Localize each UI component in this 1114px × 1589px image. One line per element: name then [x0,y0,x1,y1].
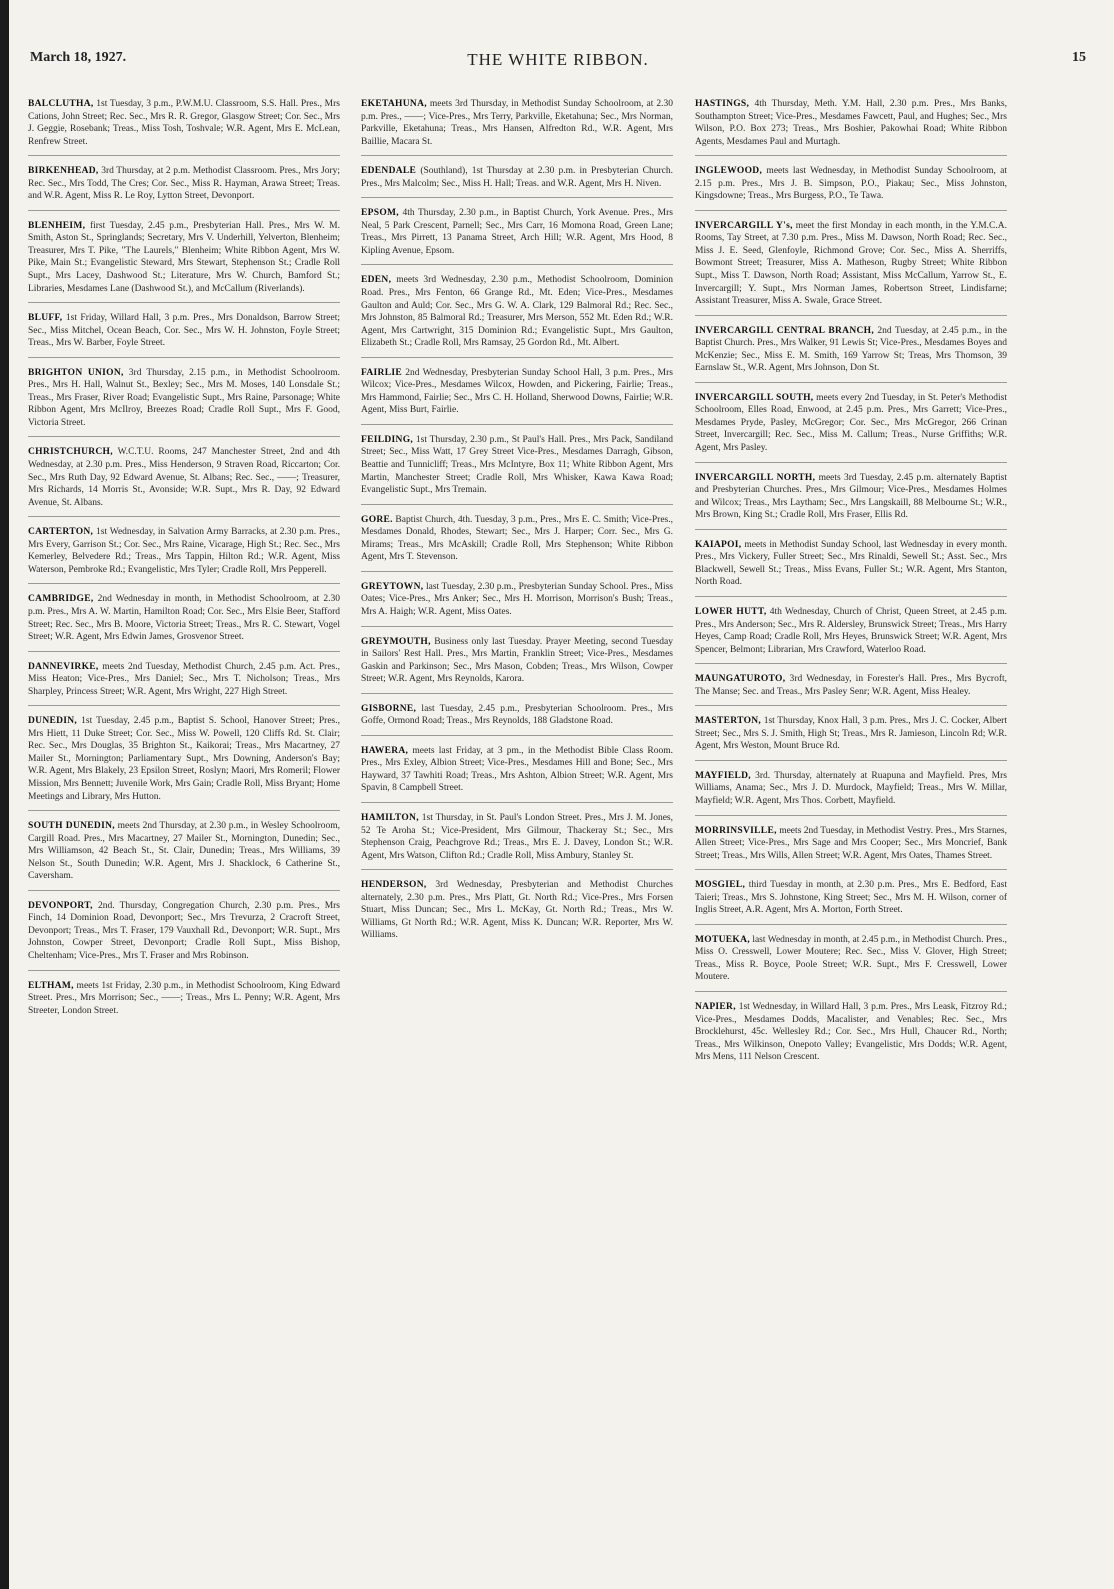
union-name: HASTINGS, [695,99,750,109]
union-details: 2nd Wednesday, Presbyterian Sunday School Hall, 3 p.m. Pres., Mrs Wilcox; Vice-Pres., Mesdames Wilcox, Howden, and Pickering, Fairlie; Treas., Mrs Hammond, Fairlie; Sec., Mrs C. H. Holland, Sherwood Downs, Fairlie; W.R. Agent, Miss Burt, Fairlie. [361,367,673,416]
union-entry [28,367,340,438]
union-details: meets 3rd Wednesday, 2.30 p.m., Methodist Schoolroom, Dominion Road. Pres., Mrs Fenton, 66 Grange Rd., Mt. Eden; Vice-Pres., Mesdames Gaulton and Auld; Cor. Sec., Mrs G. W. A. Clark, 129 Balmoral Rd.; Rec. Sec., Mrs Johnston, 85 Balmoral Rd.; Treasurer, Mrs Merson, 552 Mt. Eden Rd.; W.R. Agent, Mrs Cartwright, 315 Dominion Rd.; Evangelistic Supt., Mrs Gaulton, Elizabeth St.; Cradle Roll, Mrs Ramsay, 25 Gordon Rd., Mt. Albert. [361,275,673,349]
union-name: GISBORNE, [361,703,417,714]
union-entry [28,715,340,811]
union-name: CAMBRIDGE, [28,594,94,605]
union-name: KAIAPOI, [695,539,742,550]
union-name: MAYFIELD, [695,770,751,781]
union-details: meets 2nd Tuesday, in Methodist Vestry. Pres., Mrs Starnes, Allen Street; Vice-Pres., Mrs Sage and Mrs Cooper; Sec., Mrs Moncrief, Bank Street; Treas., Mrs Wills, Allen Street; W.R. Agent, Mrs Oates, Thames Street. [695,825,1007,861]
issue-date: March 18, 1927. [30,50,127,65]
union-name: HAMILTON, [361,812,419,823]
union-entry [361,514,673,572]
union-entry [695,98,1007,156]
union-details: third Tuesday in month, at 2.30 p.m. Pres., Mrs E. Bedford, East Taieri; Treas., Mrs S. Johnstone, King Street; Sec., Mrs M. H. Wilson, corner of Inglis Street, A.R. Agent, Mrs A. Morton, Forth Street. [695,880,1007,916]
page-binding-edge [0,0,9,1589]
page-header [30,50,1086,76]
union-entry [28,900,340,971]
union-entry [695,770,1007,816]
union-name: BRIGHTON UNION, [28,367,124,378]
union-entry [695,715,1007,761]
union-entry [361,98,673,156]
union-details: Baptist Church, 4th. Tuesday, 3 p.m., Pres., Mrs E. C. Smith; Vice-Pres., Mesdames Donald, Rhodes, Stewart; Sec., Mrs J. Harper; Corr. Sec., Mrs G. Mirams; Treas., Mrs McAskill; Cradle Roll, Mrs Stephenson; White Ribbon Agent, Mrs T. Stevenson. [361,514,673,563]
union-entry [28,446,340,517]
union-entry [695,325,1007,383]
union-details: 1st Thursday, in St. Paul's London Street. Pres., Mrs J. M. Jones, 52 Te Aroha St.; Vice-President, Mrs Gilmour, Thackeray St.; Sec., Mrs Stephenson Craig, Peachgrove Rd.; Treas., Mrs E. J. Davey, London St.; W.R. Agent, Mrs Watson, Clifton Rd.; Cradle Roll, Miss Ambury, Stanley St. [361,812,673,861]
union-entry [361,367,673,425]
union-details: 1st Wednesday, in Salvation Army Barracks, at 2.30 p.m. Pres., Mrs Every, Garrison St.; Cor. Sec., Mrs Raine, Vicarage, High St.; Rec. Sec., Mrs Kemerley, Belvedere Rd.; Treas., Mrs Tappin, Hilton Rd.; W.R. Agent, Miss Waterson, Pembroke Rd.; Evangelistic, Mrs Tyler; Cradle Roll, Mrs Pepperell. [28,527,340,575]
union-entry [28,312,340,358]
union-name: INVERCARGILL NORTH, [695,472,816,483]
union-entry [28,526,340,584]
union-details: 4th Thursday, 2.30 p.m., in Baptist Church, York Avenue. Pres., Mrs Neal, 5 Park Crescent, Parnell; Sec., Mrs Carr, 16 Momona Road, Green Lane; Treas., Mrs Pirrett, 13 Panama Street, Arch Hill; W.R. Agent, Mrs Hood, 8 Kipling Avenue, Epsom. [361,208,673,256]
union-details: meets last Friday, at 3 pm., in the Methodist Bible Class Room. Pres., Mrs Exley, Albion Street; Vice-Pres., Mesdames Hill and Bone; Sec., Mrs Hayward, 37 Tawhiti Road; Treas., Mrs Ashton, Albion Street; W.R. Agent, Mrs Spavin, 8 Campbell Street. [361,745,673,794]
union-details: meets 3rd Thursday, in Methodist Sunday Schoolroom, at 2.30 p.m. Pres., ——; Vice-Pres., Mrs Terry, Parkville, Eketahuna; Sec., Mrs Norman, Parkville, Eketahuna; Treas., Mrs Hansen, Alfredton Rd., W.R. Agent, Mrs Baillie, Macara St. [361,99,673,147]
union-name: SOUTH DUNEDIN, [28,821,115,832]
union-name: HENDERSON, [361,880,427,891]
union-entry [28,98,340,156]
union-name: DEVONPORT, [28,900,93,911]
union-name: DANNEVIRKE, [28,661,99,672]
union-details: meets 3rd Tuesday, 2.45 p.m. alternately Baptist and Presbyterian Churches. Pres., Mrs Gilmour; Vice-Pres., Mesdames Holmes and Wilcox; Treas., Mrs Laytham; Sec., Mrs Langskaill, 88 Melbourne St.; W.R., Mrs Brown, King St.; Cradle Roll, Mrs Fraser, Ellis Rd. [695,472,1008,521]
union-details: meet the first Monday in each month, in the Y.M.C.A. Rooms, Tay Street, at 7.30 p.m. Pres., Miss M. Dawson, North Road; Rec. Sec., Miss J. E. Seed, Glenfoyle, Richmond Grove; Cor. Sec., Miss A. Sherriffs, Bowmont Street; Treasurer, Miss A. Matheson, Rugby Street; White Ribbon Supt., Miss T. Dawson, North Road; Assistant, Miss McCallum, Yarrow St., E. Invercargill; Y. Supt., Mrs Norman James, Robertson Street, Lindisfarne; Assistant Treasurer, Miss A. Swale, Grace Street. [695,220,1007,307]
union-details: meets 2nd Thursday, at 2.30 p.m., in Wesley Schoolroom, Cargill Road. Pres., Mrs Macartney, 27 Mailer St., Mornington, Dunedin; Sec., Mrs Williamson, 42 Beach St., St. Clair, Dunedin; Treas., Mrs Williams, 39 Nelson St., South Dunedin; W.R. Agent, Mrs J. Shacklock, 6 Catherine St., Caversham. [28,821,340,882]
union-entry [28,593,340,651]
union-entry [361,703,673,736]
union-name: EDEN, [361,275,392,286]
union-entry [695,220,1007,316]
union-entry [695,472,1007,530]
union-details: 1st Tuesday, 3 p.m., P.W.M.U. Classroom, S.S. Hall. Pres., Mrs Cations, John Street; Rec. Sec., Mrs R. R. Gregor, Glasgow Street; Cor. Sec., Mrs J. Geggie, Rosebank; Treas., Miss Tosh, Toshvale; W.R. Agent, Mrs E. McLean, Renfrew Street. [28,99,340,147]
union-details: last Tuesday, 2.30 p.m., Presbyterian Sunday School. Pres., Miss Oates; Vice-Pres., Mrs Anker; Sec., Mrs H. Morrison, Morrison's Bush; Treas., Mrs A. Haigh; W.R. Agent, Miss Oates. [361,581,673,617]
union-details: 1st Friday, Willard Hall, 3 p.m. Pres., Mrs Donaldson, Barrow Street; Sec., Miss Mitchel, Ocean Beach, Cor. Sec., Mrs W. H. Johnston, Foyle Street; Treas., Mrs W. Barber, Foyle Street. [28,313,340,349]
union-details: meets 2nd Tuesday, Methodist Church, 2.45 p.m. Act. Pres., Miss Heaton; Vice-Pres., Mrs Daniel; Sec., Mrs T. Nicholson; Treas., Mrs Sharpley, Princess Street; W.R. Agent, Mrs Wright, 227 High Street. [28,661,340,697]
union-entry [695,934,1007,992]
union-details: meets every 2nd Tuesday, in St. Peter's Methodist Schoolroom, Elles Road, Enwood, at 2.45 p.m. Pres., Mrs Garrett; Vice-Pres., Mesdames Pryde, Pasley, McGregor; Cor. Sec., Mrs McGregor, 266 Crinan Street, Invercargill; Rec. Sec., Miss M. Callum; Treas., Nurse Griffiths; W.R. Agent, Mrs Pasley. [695,392,1007,454]
union-entry [695,825,1007,871]
union-name: INVERCARGILL CENTRAL BRANCH, [695,325,875,336]
union-name: INVERCARGILL SOUTH, [695,392,814,403]
union-entry [28,165,340,211]
union-name: EPSOM, [361,208,399,219]
union-details: meets in Methodist Sunday School, last Wednesday in every month. Pres., Mrs Vickery, Fuller Street; Sec., Mrs Rinaldi, Sewell St.; Asst. Sec., Mrs Blackwell, Sewell St.; Treas., Miss Evans, Fuller St.; W.R. Agent, Mrs Stanton, North Road. [695,539,1007,588]
union-name: INGLEWOOD, [695,166,763,177]
union-name: MASTERTON, [695,716,762,727]
union-details: 3rd. Thursday, alternately at Ruapuna and Mayfield. Pres, Mrs Williams, Anama; Sec., Mrs J. D. Murdock, Mayfield; Treas., Mrs W. Millar, Mayfield; W.R. Agent, Mrs Thos. Corbett, Mayfield. [695,770,1007,806]
union-name: BIRKENHEAD, [28,166,99,177]
union-entry [28,661,340,707]
union-entry [361,274,673,357]
union-details: 1st Thursday, 2.30 p.m., St Paul's Hall. Pres., Mrs Pack, Sandiland Street; Sec., Miss Watt, 17 Grey Street Vice-Pres., Mesdames Darragh, Gibson, Beattie and Tunnicliff; Treas., Mrs McIntyre, Box 11; White Ribbon Agent, Mrs Martin, Manchester Street; Cradle Roll, Mrs Whisker, Kawa Kawa Road; Evangelistic Supt., Mrs Tremain. [361,434,673,496]
directory-column-2 [361,98,673,958]
directory-column-3 [695,98,1007,1080]
union-details: Business only last Tuesday. Prayer Meeting, second Tuesday in Sailors' Rest Hall. Pres., Mrs Martin, Franklin Street; Vice-Pres., Mesdames Gaskin and Parkinson; Sec., Mrs Mason, Cobden; Treas., Mrs Wilson, Cowper Street; W.R. Agent, Mrs Reynolds, Karora. [361,636,673,685]
union-details: meets last Wednesday, in Methodist Sunday Schoolroom, at 2.15 p.m. Pres., Mrs J. B. Simpson, P.O., Piakau; Sec., Miss Johnston, Kingsdowne; Treas., Mrs Burgess, P.O., Te Tawa. [695,166,1007,202]
union-name: MOSGIEL, [695,880,746,891]
union-entry [361,434,673,505]
union-entry [361,879,673,949]
union-details: first Tuesday, 2.45 p.m., Presbyterian Hall. Pres., Mrs W. M. Smith, Aston St., Springlands; Secretary, Mrs V. Underhill, Yelverton, Blenheim; Treasurer, Mrs T. Pike, "The Laurels," Blenheim; White Ribbon Agent, Mrs W. Pike, Main St.; Evangelistic Steward, Mrs Stewart, Stephenson St.; Cradle Roll Supt., Mrs Lacey, Dashwood St.; Literature, Mrs W. Church, Bamford St.; Libraries, Mesdames Lane (Dashwood St.), and McCallum (Riverlands). [28,220,340,294]
union-name: GREYMOUTH, [361,636,431,647]
union-details: W.C.T.U. Rooms, 247 Manchester Street, 2nd and 4th Wednesday, at 2.30 p.m. Pres., Miss Henderson, 9 Straven Road, Riccarton; Cor. Sec., Mrs Ruth Day, 92 Edward Avenue, St. Albans; Rec. Sec., ——; Treasurer, Mrs Richards, 14 Morris St., Avonside; W.R. Supt., Mrs R. Day, 92 Edward Avenue, St. Albans. [28,447,340,508]
union-name: INVERCARGILL Y's, [695,220,793,231]
union-details: 1st Thursday, Knox Hall, 3 p.m. Pres., Mrs J. C. Cocker, Albert Street; Sec., Mrs S. J. Smith, High St; Treas., Mrs R. Jamieson, Lincoln Rd; W.R. Agent, Mrs Weston, Mount Bruce Rd. [695,716,1007,752]
union-details: 1st Tuesday, 2.45 p.m., Baptist S. School, Hanover Street; Pres., Mrs Hiett, 11 Duke Street; Cor. Sec., Miss W. Powell, 120 Cliffs Rd. St. Clair; Rec. Sec., Mrs Douglas, 35 Brighton St., Kaikorai; Treas., Mrs Macartney, 27 Mailer St., Mornington; Parliamentary Supt., Mrs Downing, Anderson's Bay; W.R. Agent, Mrs Blakely, 23 Epsilon Street, Roslyn; Maori, Mrs Romeril; Flower Mission, Mrs Bennett; Juvenile Work, Mrs Gain; Cradle Roll, Miss Bryant; Home Meetings and Library, Mrs Hutton. [28,716,341,802]
union-name: LOWER HUTT, [695,606,767,617]
union-name: NAPIER, [695,1001,736,1012]
union-name: BALCLUTHA, [28,99,94,109]
union-details: 3rd Wednesday, in Forester's Hall. Pres., Mrs Bycroft, The Manse; Sec. and Treas., Mrs Pasley Senr; W.R. Agent, Miss Healey. [695,674,1007,697]
union-details: 3rd Thursday, at 2 p.m. Methodist Classroom. Pres., Mrs Jory; Rec. Sec., Mrs Todd, The Cres; Cor. Sec., Miss R. Hayman, Arawa Street; Treas. and W.R. Agent, Miss R. Le Roy, Lytton Street, Devonport. [28,166,340,202]
union-name: MOTUEKA, [695,934,750,945]
union-name: FAIRLIE [361,367,402,378]
union-details: meets 1st Friday, 2.30 p.m., in Methodist Schoolroom, King Edward Street. Pres., Mrs Morrison; Sec., ——; Treas., Mrs L. Penny; W.R. Agent, Mrs Streeter, London Street. [28,980,340,1016]
union-details: 4th Wednesday, Church of Christ, Queen Street, at 2.45 p.m. Pres., Mrs Anderson; Sec., Mrs R. Aldersley, Brunswick Street; Treas., Mrs Harry Heyes, Camp Road; Cradle Roll, Mrs Heyes, Brunswick Street; W.R. Agent, Mrs Spencer, Belmont; Librarian, Mrs Crawford, Waterloo Road. [695,606,1007,655]
union-entry [361,745,673,803]
union-entry [695,392,1007,463]
union-name: BLUFF, [28,313,63,324]
union-entry [695,539,1007,597]
union-details: 2nd. Thursday, Congregation Church, 2.30 p.m. Pres., Mrs Finch, 14 Dominion Road, Devonport; Sec., Mrs Trevurza, 2 Cracroft Street, Devonport; Treas., Mrs T. Fraser, 179 Vauxhall Rd., Devonport; W.R. Supt., Mrs Johnston, Cowper Street, Devonport; Cradle Roll Supt., Miss Bishop, Cheltenham; Vice-Pres., Mrs T. Fraser and Mrs Robinson. [28,900,340,961]
union-entry [361,812,673,870]
union-name: GREYTOWN, [361,581,424,592]
union-details: 1st Wednesday, in Willard Hall, 3 p.m. Pres., Mrs Leask, Fitzroy Rd.; Vice-Pres., Mesdames Dodds, Macalister, and Venables; Rec. Sec., Mrs Brocklehurst, 45c. Wellesley Rd.; Cor. Sec., Mrs Hull, Chaucer Rd., North; Treas., Mrs Wilkinson, Onepoto Valley; Evangelistic, Mrs Dodds; W.R. Agent, Mrs Mens, 111 Nelson Crescent. [695,1001,1007,1063]
union-name: CARTERTON, [28,527,94,538]
union-name: HAWERA, [361,745,409,756]
union-details: last Wednesday in month, at 2.45 p.m., in Methodist Church. Pres., Miss O. Cresswell, Lower Moutere; Rec. Sec., Miss V. Glover, High Street; Treas., Miss R. Boyce, Poole Street; W.R. Supt., Mrs F. Cresswell, Lower Moutere. [695,934,1007,983]
union-entry [695,1001,1007,1071]
union-name: MORRINSVILLE, [695,825,777,836]
union-details: 3rd Wednesday, Presbyterian and Methodist Churches alternately, 2.30 p.m. Pres., Mrs Platt, Gt. North Rd.; Vice-Pres., Mrs Forsen Stuart, Miss Duncan; Sec., Mrs L. McKay, Gt. North Rd.; Treas., Mrs W. Williams, Gt North Rd.; W.R. Agent, Miss K. Duncan; W.R. Reporter, Mrs W. Williams. [361,880,673,941]
union-details: 3rd Thursday, 2.15 p.m., in Methodist Schoolroom. Pres., Mrs H. Hall, Walnut St., Bexley; Sec., Mrs M. Moses, 140 Lonsdale St.; Treas., Mrs Fraser, River Road; Evangelistic Supt., Mrs Raine, Parsonage; White Ribbon Agent, Mrs McIlroy, Breezes Road; Cradle Roll Supt., Mrs F. Good, Victoria Street. [28,367,340,428]
union-name: FEILDING, [361,434,414,445]
union-name: GORE. [361,514,393,525]
union-entry [28,220,340,303]
union-name: ELTHAM, [28,980,74,991]
union-name: MAUNGATUROTO, [695,674,786,685]
page-number: 15 [1072,50,1086,65]
union-name: CHRISTCHURCH, [28,447,113,458]
union-name: EDENDALE [361,166,417,177]
union-entry [28,980,340,1025]
union-details: 4th Thursday, Meth. Y.M. Hall, 2.30 p.m. Pres., Mrs Banks, Southampton Street; Vice-Pres., Mesdames Fawcett, Paul, and Hughes; Sec., Mrs Wilson, P.O. Box 273; Treas., Mrs Boshier, Pakowhai Road; White Ribbon Agents, Mesdames Paul and Murtagh. [695,99,1007,147]
union-entry [695,606,1007,664]
union-details: last Tuesday, 2.45 p.m., Presbyterian Schoolroom. Pres., Mrs Goffe, Ormond Road; Treas., Mrs Reynolds, 188 Gladstone Road. [361,703,673,727]
union-entry [28,820,340,891]
union-name: DUNEDIN, [28,716,78,727]
union-entry [695,879,1007,925]
union-entry [695,673,1007,706]
union-entry [361,636,673,694]
publication-title: THE WHITE RIBBON. [467,50,649,69]
union-details: (Southland), 1st Thursday at 2.30 p.m. in Presbyterian Church. Pres., Mrs Malcolm; Sec., Miss H. Hall; Treas. and W.R. Agent, Mrs H. Niven. [361,166,673,189]
union-name: BLENHEIM, [28,220,86,231]
union-entry [695,165,1007,211]
union-entry [361,207,673,265]
union-name: EKETAHUNA, [361,99,427,109]
union-entry [361,581,673,627]
union-details: 2nd Wednesday in month, in Methodist Schoolroom, at 2.30 p.m. Pres., Mrs A. W. Martin, Hamilton Road; Cor. Sec., Mrs Elsie Beer, Stafford Street; Rec. Sec., Mrs B. Moore, Victoria Street; Treas., Mrs R. C. Stewart, Vogel Street; W.R. Agent, Mrs Edwin James, Grosvenor Street. [28,594,340,643]
union-entry [361,165,673,198]
directory-column-1 [28,98,340,1033]
union-details: 2nd Tuesday, at 2.45 p.m., in the Baptist Church. Pres., Mrs Walker, 91 Lewis St; Vice-Pres., Mesdames Boyes and McKenzie; Sec., Miss E. M. Smith, 169 Yarrow St; Treas, Mrs Thomson, 39 Earnslaw St., W.R. Agent, Mrs Johnson, Don St. [695,325,1007,374]
